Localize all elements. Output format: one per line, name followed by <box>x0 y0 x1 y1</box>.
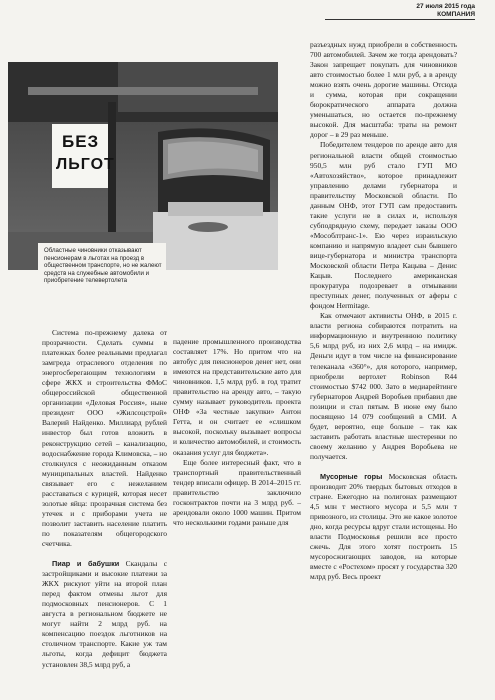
article-column-2 <box>173 337 301 528</box>
paragraph: разъездных нужд приобрели в собственность 700 автомобилей. Зачем же тогда арендовать? Закон запрещает покупать для чиновников авто стоимостью более 1 млн руб, а в аренду можно взять очень дорогие машины. Отсюда и сумма, которая при сокращении бюрократического аппарата должна уменьшаться, но остается по-прежнему высокой. Для масштаба: траты на ремонт дорог – в 29 раз меньше. <box>310 40 457 140</box>
issue-date: 27 июля 2015 года <box>416 3 475 10</box>
page-header <box>416 3 475 19</box>
subheading: Мусорные горы <box>320 471 383 481</box>
paragraph: Победителем тендеров по аренде авто для региональной власти общей стоимостью 950,5 млн руб стало ГУП МО «Автохозяйство», которое принадлежит управлению делами губернатора и правительству Московской области. По данным ОНФ, этот ГУП сам предоставить такие услуги не в силах и, используя субподрядную схему, передает заказы ООО «Мособлтранс-1». Ею через израильскую компанию и напрямую владеет сын бывшего вице-губернатора и министра транспорта Московской области Петра Кацыва – Денис Кацыв. Последнего американская прокуратура подозревает в отмывании преступных денег, полученных от аферы с фондом Hermitage. <box>310 140 457 311</box>
article-photo <box>8 62 278 270</box>
photo-caption: Областные чиновники отказывают пенсионерам в льготах на проезд в общественном транспорте, но не жалеют средств на служебные автомобили и приобретение телевертолета <box>38 243 166 291</box>
protest-sign <box>52 124 115 188</box>
paragraph: Как отмечают активисты ОНФ, в 2015 г. власти региона собираются потратить на информационную и внутреннюю политику 5,6 млрд руб, из них 2,6 млрд – на имидж. Деньги идут в том числе на финансирование телеканала «360°», для которого, например, приобрели вертолет Robinson R44 стоимостью $742 000. Зато в медиарейтинге губернаторов Андрей Воробьев прибавил две позиции и стал пятым. В июне ему было посвящено 14 079 сообщений в СМИ. А будет, вероятно, еще больше – так как заставить работать властные шестеренки по своему желанию у Андрея Воробьева не получается. <box>310 311 457 461</box>
header-rule <box>325 19 475 20</box>
sign-text-1: БЕЗ <box>62 132 100 151</box>
paragraph: Еще более интересный факт, что в транспортный правительственный тендер вписали офицер. В 2014–2015 гг. правительство заключило госконтрактов почти на 3 млрд руб. – арендовали около 1000 машин. Притом что несколькими годами раньше для <box>173 457 301 527</box>
section-name: КОМПАНИЯ <box>437 11 475 18</box>
sign-text-2: ЛЬГОТ <box>56 156 115 173</box>
paragraph: Система по-прежнему далека от прозрачности. Сделать суммы в платежках более реальными предлагал замгреда отраслевого отделения по энергосберегающим технологиям в сфере ЖКХ и строительства ФМоС общероссийской общественной организации «Деловая Россия», ныне президент ООО «Жилсоцстрой» Валерий Найденко. Миллиард рублей инвестор был готов вложить в реконструкцию сетей – канализацию, водоснабжение города Климовска, – но столкнулся с неожиданным отказом муниципальных властей. Найденко связывает его с нежеланием расставаться с курицей, которая несет золотые яйца: прозрачная система без утечек и с приборами учета не позволит заставить население платить по показателям общегородского счетчика. <box>42 328 167 548</box>
bus-photo-graphic <box>8 62 278 270</box>
article-column-3 <box>310 40 457 582</box>
paragraph: Мусорные горы Московская область производит 20% твердых бытовых отходов в стране. Ежегодно на полигонах размещают 4,5 млн т местного мусора и 5,5 млн т привозного, из столицы. Это же какое золотое дно, когда ресурсы вдруг стали истощены. Но власти Подмосковья решили все просто сжечь. Для этого хотят построить 15 мусоросжигающих заводов, на которые вместе с «Ростехом» просят у государства 320 млрд руб. Весь проект <box>310 471 457 582</box>
subheading: Пиар и бабушки <box>52 559 120 569</box>
article-column-1 <box>42 328 167 670</box>
paragraph: падение промышленного производства составляет 17%. Но притом что на автобус для пенсионеров денег нет, они имеются на представительские авто для чиновников. 1,5 млрд руб. в год тратит правительство на аренду авто, – такую сумму называет руководитель проекта ОНФ «За честные закупки» Антон Гетта, и он считает ее «слишком высокой, поскольку вызывает вопросы и количество автомобилей, и стоимость оказания услуг для бюджета». <box>173 337 301 457</box>
paragraph: Пиар и бабушки Скандалы с застройщиками и высокие платежи за ЖКХ рискуют уйти на второй план перед фактом отмены льгот для подмосковных пенсионеров. С 1 августа в региональном бюджете не могут найти 2 млрд руб. на компенсацию поездок льготников на столичном транспорте. Какие уж там льготы, когда дефицит бюджета установлен 38,5 млрд руб, а <box>42 559 168 669</box>
